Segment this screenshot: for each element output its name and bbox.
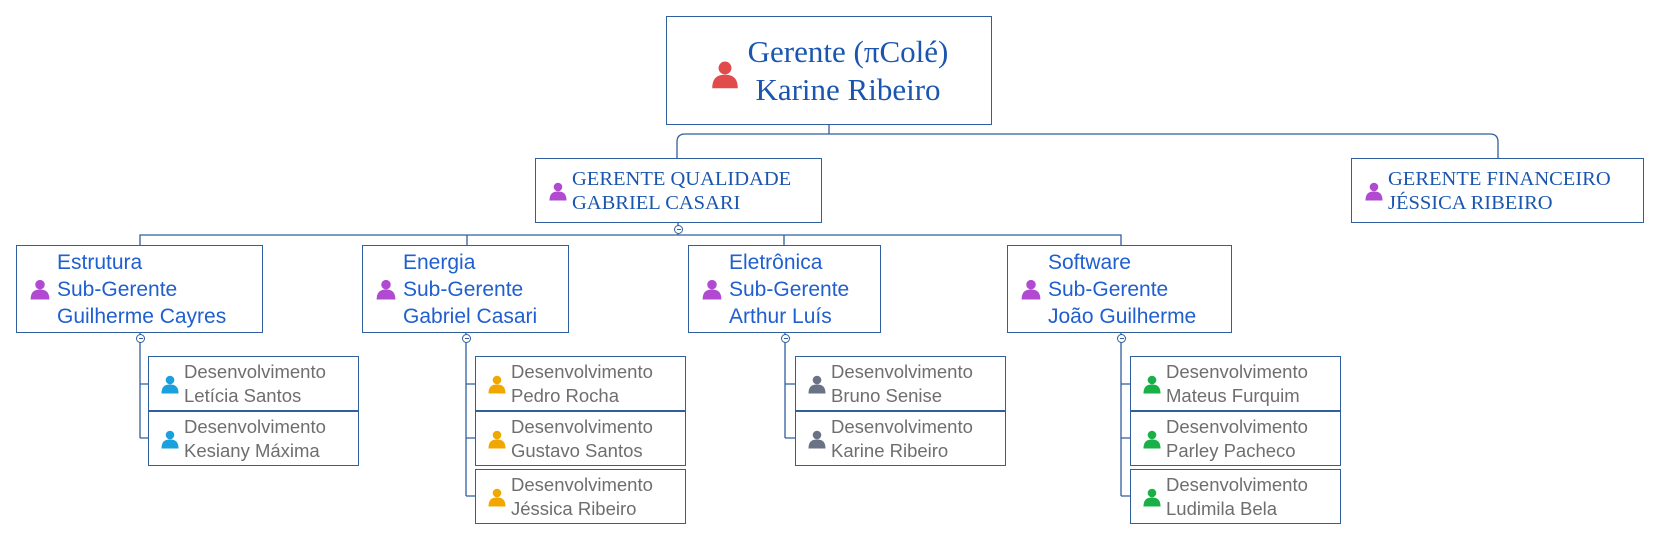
member-role: Desenvolvimento [1166,415,1308,437]
connector-estrutura [140,333,148,438]
collapse-toggle-quality[interactable] [674,225,683,234]
team-role: Sub-Gerente [729,277,850,301]
finance-name: JÉSSICA RIBEIRO [1388,191,1553,214]
connector-software [1121,333,1130,496]
member-name: Parley Pacheco [1166,439,1296,461]
team-node-estrutura[interactable] [16,245,263,333]
team-role: Sub-Gerente [403,277,524,301]
root-node[interactable] [666,16,992,125]
member-role: Desenvolvimento [511,415,653,437]
finance-title: GERENTE FINANCEIRO [1388,167,1611,190]
person-icon [487,429,507,449]
person-icon [710,59,740,89]
member-node[interactable] [1130,356,1341,411]
member-name: Karine Ribeiro [831,439,949,461]
member-node[interactable] [475,411,686,466]
member-node[interactable] [475,356,686,411]
member-role: Desenvolvimento [511,473,653,495]
member-node[interactable] [148,411,359,466]
person-icon [807,429,827,449]
member-role: Desenvolvimento [1166,360,1308,382]
person-icon [1142,374,1162,394]
person-icon [548,181,568,201]
member-name: Letícia Santos [184,384,302,406]
collapse-toggle-estrutura[interactable] [136,334,145,343]
member-role: Desenvolvimento [184,360,326,382]
member-node[interactable] [148,356,359,411]
member-role: Desenvolvimento [511,360,653,382]
root-title: Gerente (πColé) [747,33,949,69]
person-icon [487,374,507,394]
member-name: Kesiany Máxima [184,439,320,461]
team-area: Energia [403,250,476,274]
member-name: Gustavo Santos [511,439,643,461]
member-role: Desenvolvimento [1166,473,1308,495]
person-icon [1364,181,1384,201]
quality-name: GABRIEL CASARI [572,191,741,214]
connector-root [677,125,1498,158]
team-area: Estrutura [57,250,143,274]
person-icon [160,429,180,449]
person-icon [160,374,180,394]
member-node[interactable] [475,469,686,524]
person-icon [1020,278,1042,300]
team-node-energia[interactable] [362,245,569,333]
member-name: Pedro Rocha [511,384,619,406]
member-role: Desenvolvimento [831,360,973,382]
person-icon [1142,429,1162,449]
quality-manager-node[interactable] [535,158,822,223]
member-name: Jéssica Ribeiro [511,497,637,519]
team-area: Eletrônica [729,250,823,274]
finance-manager-node[interactable] [1351,158,1644,223]
person-icon [29,278,51,300]
person-icon [375,278,397,300]
team-node-eletronica[interactable] [688,245,881,333]
connector-eletronica [785,333,795,438]
connector-energia [466,333,475,496]
member-role: Desenvolvimento [831,415,973,437]
connector-quality [140,223,1121,245]
quality-title: GERENTE QUALIDADE [572,167,792,190]
collapse-toggle-eletronica[interactable] [781,334,790,343]
member-node[interactable] [795,356,1006,411]
team-role: Sub-Gerente [57,277,178,301]
member-name: Mateus Furquim [1166,384,1300,406]
member-role: Desenvolvimento [184,415,326,437]
person-icon [1142,487,1162,507]
team-lead-name: Arthur Luís [729,304,832,328]
member-name: Bruno Senise [831,384,943,406]
person-icon [487,487,507,507]
root-name: Karine Ribeiro [755,71,941,107]
team-node-software[interactable] [1007,245,1232,333]
person-icon [701,278,723,300]
member-name: Ludimila Bela [1166,497,1278,519]
member-node[interactable] [1130,411,1341,466]
collapse-toggle-energia[interactable] [462,334,471,343]
team-area: Software [1048,250,1131,274]
team-lead-name: João Guilherme [1048,304,1197,328]
person-icon [807,374,827,394]
team-lead-name: Gabriel Casari [403,304,538,328]
member-node[interactable] [1130,469,1341,524]
member-node[interactable] [795,411,1006,466]
team-role: Sub-Gerente [1048,277,1169,301]
team-lead-name: Guilherme Cayres [57,304,227,328]
collapse-toggle-software[interactable] [1117,334,1126,343]
